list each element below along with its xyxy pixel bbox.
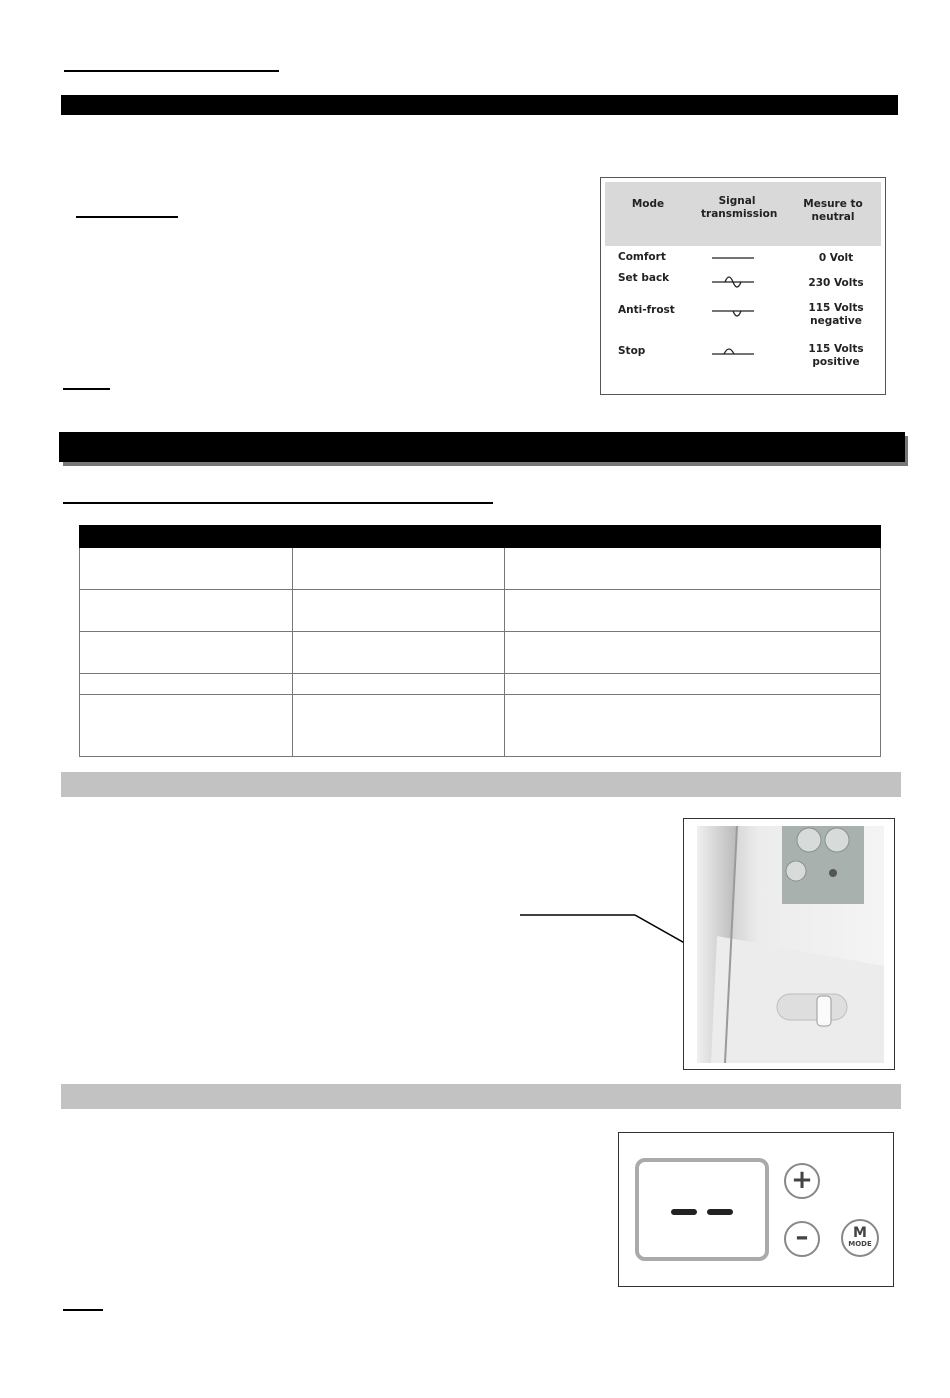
table-row — [80, 548, 881, 590]
plus-button[interactable] — [784, 1163, 820, 1199]
section-bar-2 — [59, 432, 905, 462]
table-cell — [505, 548, 881, 590]
table-cell — [293, 632, 505, 674]
table-heading-underline — [63, 502, 493, 504]
pilot-wire-mode-stop: Stop — [618, 345, 646, 357]
table-cell — [293, 548, 505, 590]
pilot-wire-header-mode: Mode — [631, 198, 665, 210]
table-cell — [505, 695, 881, 757]
lcd-display-text — [639, 1162, 640, 1163]
full-sine-wave-icon — [711, 272, 755, 292]
table-row — [80, 632, 881, 674]
pilot-wire-measure-comfort: 0 Volt — [818, 252, 854, 264]
pilot-wire-figure — [600, 177, 886, 395]
table-cell — [293, 674, 505, 695]
spec-table-header-cell — [80, 526, 293, 548]
control-panel-figure — [618, 1132, 894, 1287]
mode-button-letter: M — [853, 1225, 867, 1241]
spec-table-header-row — [80, 526, 881, 548]
table-cell — [293, 695, 505, 757]
mode-button[interactable] — [841, 1219, 879, 1257]
table-cell — [505, 632, 881, 674]
table-cell — [80, 674, 293, 695]
pilot-wire-mode-antifrost: Anti-frost — [618, 304, 675, 316]
positive-half-wave-icon — [711, 342, 755, 358]
subsection-bar-1 — [61, 772, 901, 797]
spec-table — [79, 525, 881, 757]
table-row — [80, 590, 881, 632]
appliance-illustration — [697, 826, 884, 1063]
heading-underline-1 — [64, 70, 279, 72]
pilot-wire-header-signal: Signal transmission — [701, 195, 778, 220]
spec-table-header-cell — [505, 526, 881, 548]
negative-half-wave-icon — [711, 304, 755, 322]
flat-line-icon — [711, 250, 755, 266]
table-cell — [80, 632, 293, 674]
table-cell — [505, 590, 881, 632]
pilot-wire-measure-antifrost: 115 Volts negative — [808, 302, 864, 327]
subsection-bar-2 — [61, 1084, 901, 1109]
table-cell — [80, 590, 293, 632]
plus-button-label: + — [791, 1165, 813, 1195]
appliance-switch-photo — [683, 818, 895, 1070]
pilot-wire-measure-setback: 230 Volts — [808, 277, 864, 289]
subheading-underline — [76, 216, 178, 218]
spec-table-header-cell — [293, 526, 505, 548]
table-cell — [293, 590, 505, 632]
pilot-wire-measure-stop: 115 Volts positive — [808, 343, 864, 368]
pilot-wire-header-measure: Mesure to neutral — [803, 198, 863, 223]
note-underline-2 — [63, 1309, 103, 1311]
table-row — [80, 695, 881, 757]
table-cell — [505, 674, 881, 695]
minus-button[interactable] — [784, 1221, 820, 1257]
pilot-wire-mode-comfort: Comfort — [618, 251, 666, 263]
table-cell — [80, 548, 293, 590]
pilot-wire-mode-setback: Set back — [618, 272, 670, 284]
dash-dash-display-icon — [667, 1205, 739, 1219]
table-row — [80, 674, 881, 695]
minus-button-label: – — [795, 1222, 809, 1252]
section-bar-1 — [61, 95, 898, 115]
note-underline-1 — [63, 388, 110, 390]
mode-button-label: MODE — [848, 1240, 872, 1248]
lcd-display — [635, 1158, 769, 1261]
table-cell — [80, 695, 293, 757]
